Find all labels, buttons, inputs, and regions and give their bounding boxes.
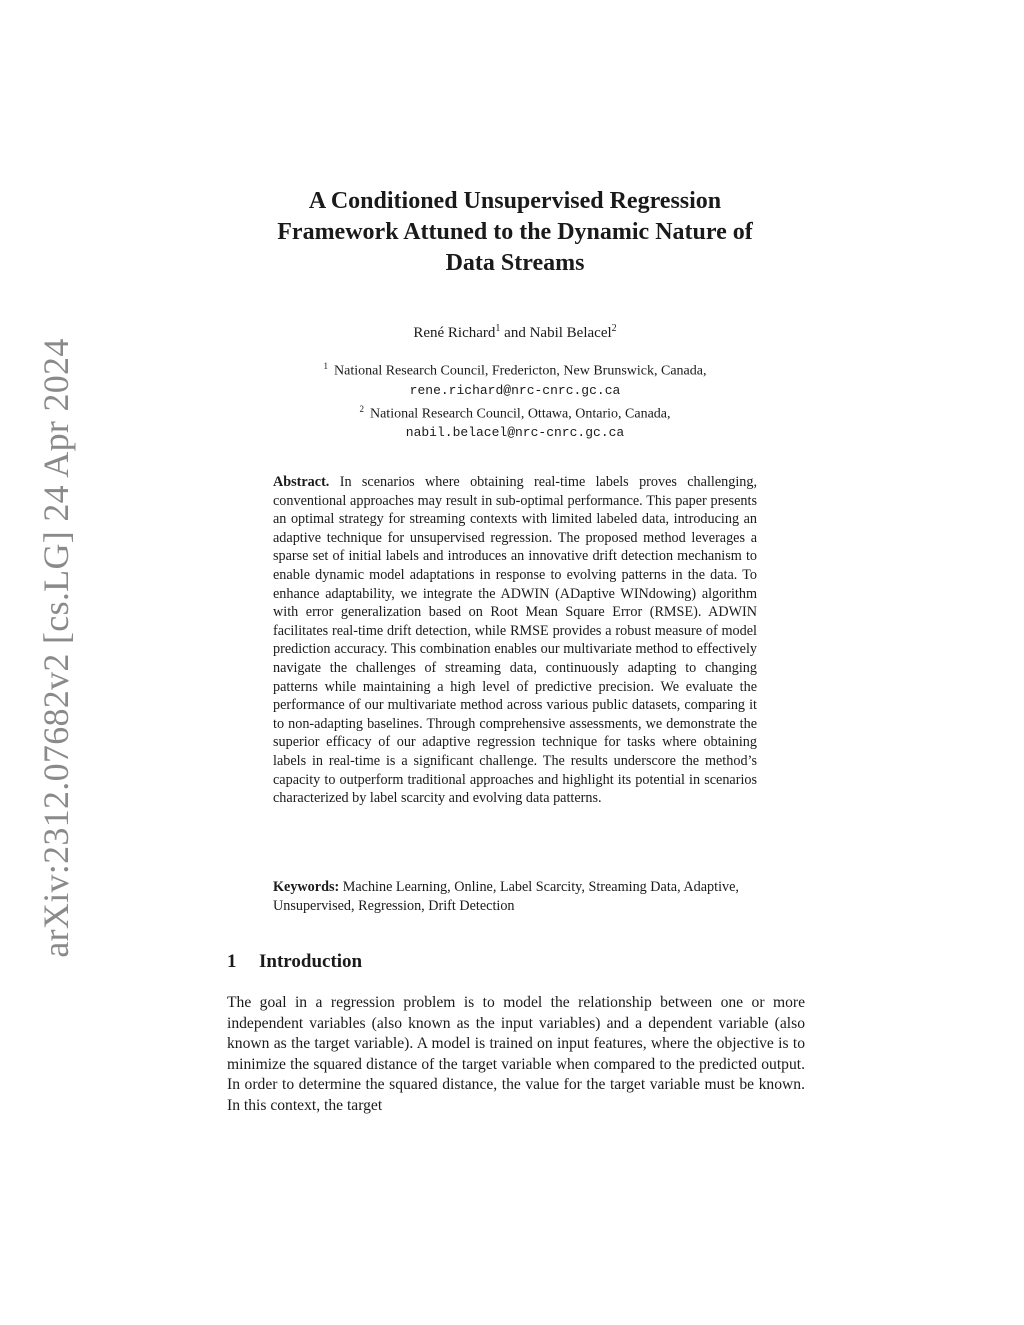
author-email[interactable]: rene.richard@nrc-cnrc.gc.ca — [409, 382, 621, 398]
affiliation-text: National Research Council, Fredericton, New Brunswick, Canada, — [334, 363, 707, 379]
affiliation — [200, 357, 830, 381]
affiliation-mark: 2 — [359, 403, 364, 414]
keywords — [273, 878, 757, 916]
author-name: René Richard — [413, 325, 496, 341]
abstract-paragraph — [273, 473, 757, 808]
title-line: Framework Attuned to the Dynamic Nature of — [277, 219, 753, 245]
author-conjunction: and — [500, 325, 530, 341]
title-block — [200, 186, 830, 442]
arxiv-identifier: arXiv:2312.07682v2 [cs.LG] 24 Apr 2024 — [36, 338, 76, 958]
section-number: 1 — [227, 951, 237, 972]
author-name: Nabil Belacel — [529, 325, 612, 341]
affiliation — [200, 400, 830, 424]
abstract-label: Abstract. — [273, 474, 330, 490]
abstract — [273, 473, 757, 808]
title-line: Data Streams — [445, 250, 585, 276]
keywords-label: Keywords: — [273, 879, 340, 895]
author-email[interactable]: nabil.belacel@nrc-cnrc.gc.ca — [405, 425, 625, 441]
affiliation-mark: 1 — [323, 361, 329, 371]
section-title: Introduction — [259, 951, 363, 972]
affiliation-text: National Research Council, Ottawa, Ontario, Canada, — [369, 406, 671, 422]
affiliation-list — [200, 357, 830, 442]
keywords-text: Machine Learning, Online, Label Scarcity, Streaming Data, Adaptive, Unsupervised, Regression, Drift Detection — [273, 879, 739, 914]
paper-title — [200, 186, 830, 279]
author-affiliation-mark: 1 — [495, 323, 501, 334]
abstract-text: In scenarios where obtaining real-time labels proves challenging, conventional approaches may result in sub-optimal performance. This paper presents an optimal strategy for streaming contexts with limited labeled data, introducing an adaptive technique for unsupervised regression. The proposed method leverages a sparse set of initial labels and introduces an innovative drift detection mechanism to enable dynamic model adaptations in response to evolving patterns in the data. To enhance adaptability, we integrate the ADWIN (ADaptive WINdowing) algorithm with error generalization based on Root Mean Square Error (RMSE). ADWIN facilitates real-time drift detection, while RMSE provides a robust measure of model prediction accuracy. This combination enables our multivariate method to effectively navigate the challenges of streaming data, continuously adapting to changing patterns while maintaining a high level of predictive precision. We evaluate the performance of our multivariate method across various public datasets, comparing it to non-adapting baselines. Through comprehensive assessments, we demonstrate the superior efficacy of our adaptive regression technique for tasks where obtaining labels in real-time is a significant challenge. The results underscore the method’s capacity to outperform traditional approaches and highlight its potential in scenarios characterized by label scarcity and evolving data patterns. — [273, 474, 757, 807]
author-list — [200, 319, 830, 343]
section-heading — [227, 950, 362, 974]
introduction-body — [227, 993, 805, 1117]
body-paragraph: The goal in a regression problem is to model the relationship between one or more independent variables (also known as the input variables) and a dependent variable (also known as the target variable). A model is trained on input features, where the objective is to minimize the squared distance of the target variable when compared to the predicted output. In order to determine the squared distance, the value for the target variable must be known. In this context, the target — [227, 994, 805, 1114]
author-affiliation-mark: 2 — [611, 323, 617, 334]
title-line: A Conditioned Unsupervised Regression — [308, 188, 722, 214]
